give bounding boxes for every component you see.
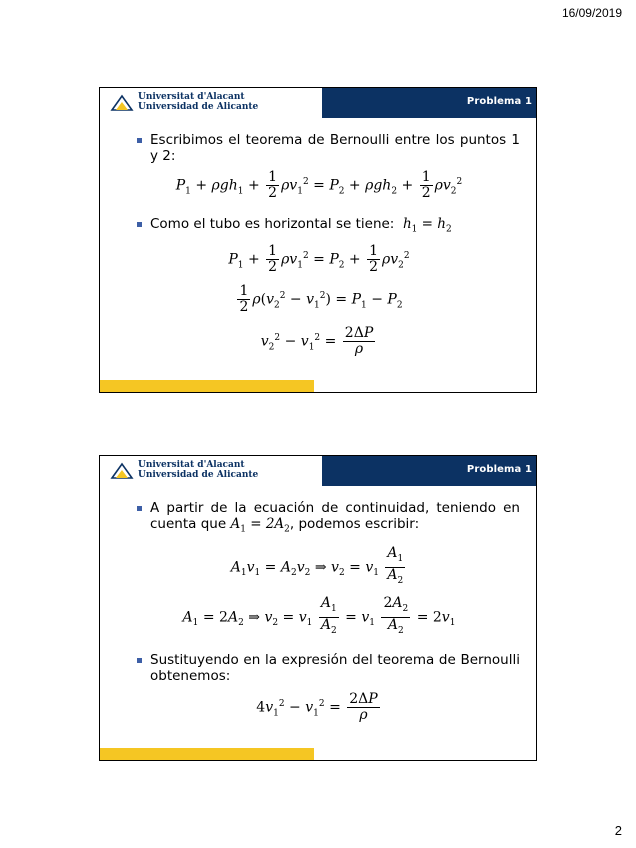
- bullet-continuity-text-a: A partir de la ecuación de continuidad, teniendo en cuenta que: [150, 500, 520, 532]
- slide-header-bar: [322, 456, 537, 486]
- logo-line-1: Universitat d'Alacant: [138, 460, 245, 470]
- university-logo-icon: [110, 94, 134, 112]
- bullet-substitution: Sustituyendo en la expresión del teorema de Bernoulli obtenemos:: [150, 652, 520, 684]
- university-logo: [110, 460, 270, 482]
- slide-footer-bar: [100, 748, 314, 760]
- equation-h1-h2: $h_1 = h_2$: [398, 216, 452, 235]
- equation-v2-result: $A_1 = 2A_2$ ⇒ $v_2 = v_1$ $\frac{A_1}{A_2}$ = $v_1$ $\frac{2A_2}{A_2}$ = $2v_1$: [182, 595, 456, 636]
- equation-a1-a2: $A_1 = 2A_2$: [230, 516, 290, 535]
- equation-bernoulli-simplified: $P_1$ + $\frac{1}{2}$ $\rho v_1^2 = P_2$ + $\frac{1}{2}$ $\rho v_2^2$: [228, 243, 410, 275]
- bullet-continuity-text-b: , podemos escribir:: [289, 516, 420, 532]
- slide-header-bar: [322, 88, 537, 118]
- equation-velocity-squared: $v_2^2 - v_1^2$ = $\frac{2\Delta P}{\rho}$: [260, 325, 374, 357]
- page-date: 16/09/2019: [561, 6, 622, 20]
- university-logo-icon: [110, 462, 134, 480]
- equation-pressure-difference: $\frac{1}{2}$ $\rho(v_2^2 - v_1^2) = P_1 - P_2$: [239, 283, 403, 315]
- page-number: 2: [614, 823, 622, 838]
- bullet-continuity: [150, 500, 520, 538]
- slide-title: Problema 1: [466, 96, 532, 107]
- university-logo: [110, 92, 270, 114]
- logo-line-2: Universidad de Alicante: [138, 470, 259, 480]
- equation-bernoulli: $P_1 + \rho gh_1$ + $\frac{1}{2}$ $\rho v_1^2 = P_2 + \rho gh_2$ + $\frac{1}{2}$ $\rho v_2^2$: [175, 169, 463, 201]
- slide-2: [99, 455, 537, 761]
- slide-1: [99, 87, 537, 393]
- bullet-bernoulli-intro: Escribimos el teorema de Bernoulli entre los puntos 1 y 2:: [150, 132, 520, 164]
- slide-footer-bar: [100, 380, 314, 392]
- logo-line-1: Universitat d'Alacant: [138, 92, 245, 102]
- slide-title: Problema 1: [466, 464, 532, 475]
- equation-continuity: $A_1v_1 = A_2v_2$ ⇒ $v_2 = v_1$ $\frac{A_1}{A_2}$: [230, 545, 404, 586]
- logo-line-2: Universidad de Alicante: [138, 102, 259, 112]
- bullet-horizontal-tube: [150, 216, 520, 238]
- equation-final: $4v_1^2 - v_1^2$ = $\frac{2\Delta P}{\rho}$: [256, 691, 378, 723]
- bullet-horizontal-text: Como el tubo es horizontal se tiene:: [150, 216, 395, 232]
